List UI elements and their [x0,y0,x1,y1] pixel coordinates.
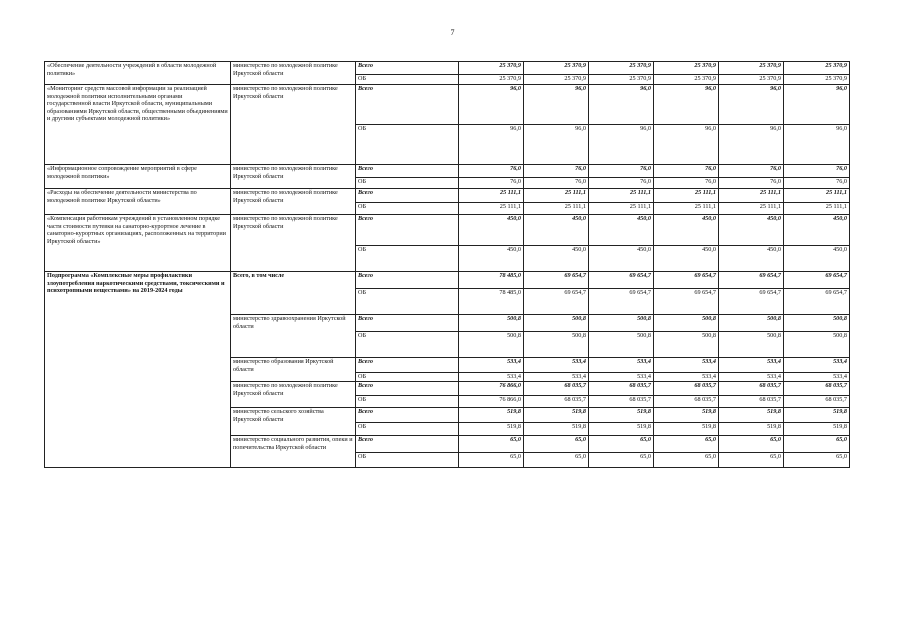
ob-value: 25 370,9 [654,75,719,85]
funding-type-ob: ОБ [356,178,459,189]
total-value: 450,0 [719,215,784,246]
total-value: 25 111,1 [719,189,784,203]
ob-value: 69 654,7 [719,289,784,315]
total-value: 69 654,7 [719,272,784,289]
ob-value: 96,0 [719,125,784,165]
ob-value: 450,0 [719,246,784,272]
total-value: 25 370,9 [719,62,784,75]
ob-value: 68 035,7 [589,396,654,408]
executor-name: министерство образования Иркутской области [231,358,356,382]
executor-name: министерство социального развития, опеки и попечительства Иркутской области [231,436,356,468]
ob-value: 25 370,9 [524,75,589,85]
total-value: 68 035,7 [589,382,654,396]
total-value: 78 485,0 [459,272,524,289]
total-value: 25 111,1 [524,189,589,203]
total-value: 533,4 [589,358,654,373]
ob-value: 76,0 [459,178,524,189]
total-value: 25 111,1 [784,189,850,203]
budget-table [44,61,850,468]
total-value: 500,8 [784,315,850,332]
activity-name: «Компенсация работникам учреждений в установленном порядке части стоимости путевки на санаторно-курортное лечение в санаторно-курортных организациях, расположенных на территории Иркутской области» [45,215,231,272]
ob-value: 25 111,1 [719,203,784,215]
ob-value: 500,8 [589,332,654,358]
total-value: 68 035,7 [524,382,589,396]
ob-value: 25 111,1 [784,203,850,215]
ob-value: 65,0 [719,453,784,468]
ob-value: 533,4 [524,373,589,382]
ob-value: 25 111,1 [459,203,524,215]
ob-value: 68 035,7 [719,396,784,408]
ob-value: 533,4 [784,373,850,382]
total-value: 65,0 [719,436,784,453]
total-value: 65,0 [589,436,654,453]
executor-name: министерство здравоохранения Иркутской области [231,315,356,358]
funding-type-total: Всего [356,215,459,246]
funding-type-ob: ОБ [356,289,459,315]
ob-value: 69 654,7 [524,289,589,315]
total-value: 519,8 [524,408,589,423]
ob-value: 96,0 [589,125,654,165]
funding-type-ob: ОБ [356,125,459,165]
ob-value: 96,0 [524,125,589,165]
ob-value: 68 035,7 [524,396,589,408]
ob-value: 519,8 [719,423,784,436]
total-value: 76,0 [524,165,589,178]
ob-value: 533,4 [654,373,719,382]
total-value: 519,8 [654,408,719,423]
ob-value: 533,4 [589,373,654,382]
funding-type-total: Всего [356,315,459,332]
ob-value: 65,0 [654,453,719,468]
total-value: 25 111,1 [589,189,654,203]
total-value: 450,0 [524,215,589,246]
executor-name: министерство по молодежной политике Иркутской области [231,62,356,85]
executor-name: министерство по молодежной политике Иркутской области [231,85,356,165]
total-value: 500,8 [524,315,589,332]
total-value: 500,8 [589,315,654,332]
ob-value: 96,0 [784,125,850,165]
ob-value: 25 370,9 [459,75,524,85]
ob-value: 450,0 [589,246,654,272]
ob-value: 519,8 [589,423,654,436]
funding-type-ob: ОБ [356,332,459,358]
ob-value: 76,0 [654,178,719,189]
ob-value: 69 654,7 [784,289,850,315]
ob-value: 519,8 [524,423,589,436]
total-value: 500,8 [654,315,719,332]
table-row [45,215,850,246]
total-value: 96,0 [719,85,784,125]
activity-name: Подпрограмма «Комплексные меры профилактики злоупотребления наркотическими средствами, токсическими и психотропными веществами» на 2019-2024 годы [45,272,231,468]
funding-type-total: Всего [356,165,459,178]
total-value: 450,0 [784,215,850,246]
ob-value: 533,4 [719,373,784,382]
total-value: 25 111,1 [654,189,719,203]
ob-value: 76 866,0 [459,396,524,408]
ob-value: 450,0 [784,246,850,272]
ob-value: 500,8 [719,332,784,358]
activity-name: «Мониторинг средств массовой информации за реализацией молодежной политики исполнительными органами государственной власти Иркутской области, муниципальными образованиями Иркутской области, общественными объединениями и другими субъектами молодежной политики» [45,85,231,165]
total-value: 65,0 [459,436,524,453]
funding-type-ob: ОБ [356,453,459,468]
funding-type-total: Всего [356,436,459,453]
table-row [45,272,850,289]
total-value: 69 654,7 [654,272,719,289]
total-value: 500,8 [459,315,524,332]
total-value: 68 035,7 [719,382,784,396]
executor-name: министерство по молодежной политике Иркутской области [231,215,356,272]
total-value: 65,0 [654,436,719,453]
ob-value: 519,8 [654,423,719,436]
total-value: 68 035,7 [784,382,850,396]
ob-value: 25 370,9 [784,75,850,85]
funding-type-total: Всего [356,85,459,125]
ob-value: 25 370,9 [719,75,784,85]
total-value: 25 370,9 [459,62,524,75]
total-value: 65,0 [784,436,850,453]
funding-type-total: Всего [356,189,459,203]
executor-name: министерство сельского хозяйства Иркутской области [231,408,356,436]
ob-value: 25 111,1 [589,203,654,215]
funding-type-ob: ОБ [356,203,459,215]
funding-type-total: Всего [356,408,459,423]
ob-value: 78 485,0 [459,289,524,315]
total-value: 450,0 [589,215,654,246]
funding-type-ob: ОБ [356,75,459,85]
total-value: 96,0 [524,85,589,125]
total-value: 519,8 [459,408,524,423]
ob-value: 69 654,7 [589,289,654,315]
ob-value: 65,0 [524,453,589,468]
total-value: 96,0 [589,85,654,125]
total-value: 76 866,0 [459,382,524,396]
ob-value: 76,0 [524,178,589,189]
ob-value: 65,0 [784,453,850,468]
ob-value: 68 035,7 [654,396,719,408]
table-row [45,189,850,203]
total-value: 65,0 [524,436,589,453]
total-value: 25 370,9 [524,62,589,75]
executor-name: министерство по молодежной политике Иркутской области [231,382,356,408]
total-value: 76,0 [589,165,654,178]
total-value: 25 370,9 [654,62,719,75]
ob-value: 65,0 [589,453,654,468]
total-value: 533,4 [719,358,784,373]
funding-type-ob: ОБ [356,396,459,408]
ob-value: 76,0 [589,178,654,189]
funding-type-ob: ОБ [356,423,459,436]
total-value: 500,8 [719,315,784,332]
ob-value: 25 111,1 [524,203,589,215]
total-value: 533,4 [459,358,524,373]
total-value: 68 035,7 [654,382,719,396]
ob-value: 500,8 [459,332,524,358]
total-value: 25 111,1 [459,189,524,203]
total-value: 533,4 [784,358,850,373]
ob-value: 519,8 [784,423,850,436]
funding-type-total: Всего [356,62,459,75]
executor-name: министерство по молодежной политике Иркутской области [231,189,356,215]
ob-value: 500,8 [784,332,850,358]
executor-name: Всего, в том числе [231,272,356,315]
total-value: 519,8 [589,408,654,423]
total-value: 519,8 [784,408,850,423]
total-value: 76,0 [719,165,784,178]
total-value: 25 370,9 [784,62,850,75]
total-value: 76,0 [459,165,524,178]
ob-value: 450,0 [459,246,524,272]
total-value: 76,0 [784,165,850,178]
total-value: 96,0 [654,85,719,125]
page-number: 7 [450,28,455,37]
ob-value: 96,0 [654,125,719,165]
executor-name: министерство по молодежной политике Иркутской области [231,165,356,189]
total-value: 25 370,9 [589,62,654,75]
table-row [45,165,850,178]
total-value: 96,0 [784,85,850,125]
total-value: 96,0 [459,85,524,125]
total-value: 519,8 [719,408,784,423]
total-value: 76,0 [654,165,719,178]
ob-value: 68 035,7 [784,396,850,408]
ob-value: 500,8 [524,332,589,358]
ob-value: 69 654,7 [654,289,719,315]
activity-name: «Информационное сопровождение мероприятий в сфере молодежной политики» [45,165,231,189]
total-value: 533,4 [654,358,719,373]
ob-value: 450,0 [524,246,589,272]
total-value: 69 654,7 [524,272,589,289]
ob-value: 450,0 [654,246,719,272]
total-value: 69 654,7 [589,272,654,289]
funding-type-total: Всего [356,358,459,373]
total-value: 533,4 [524,358,589,373]
ob-value: 65,0 [459,453,524,468]
activity-name: «Обеспечение деятельности учреждений в области молодежной политики» [45,62,231,85]
funding-type-total: Всего [356,272,459,289]
total-value: 450,0 [654,215,719,246]
funding-type-ob: ОБ [356,246,459,272]
table-row [45,85,850,125]
ob-value: 25 111,1 [654,203,719,215]
ob-value: 76,0 [719,178,784,189]
total-value: 450,0 [459,215,524,246]
ob-value: 96,0 [459,125,524,165]
ob-value: 76,0 [784,178,850,189]
funding-type-ob: ОБ [356,373,459,382]
funding-type-total: Всего [356,382,459,396]
ob-value: 519,8 [459,423,524,436]
table-row [45,62,850,75]
ob-value: 533,4 [459,373,524,382]
total-value: 69 654,7 [784,272,850,289]
ob-value: 500,8 [654,332,719,358]
activity-name: «Расходы на обеспечение деятельности министерства по молодежной политике Иркутской области» [45,189,231,215]
ob-value: 25 370,9 [589,75,654,85]
